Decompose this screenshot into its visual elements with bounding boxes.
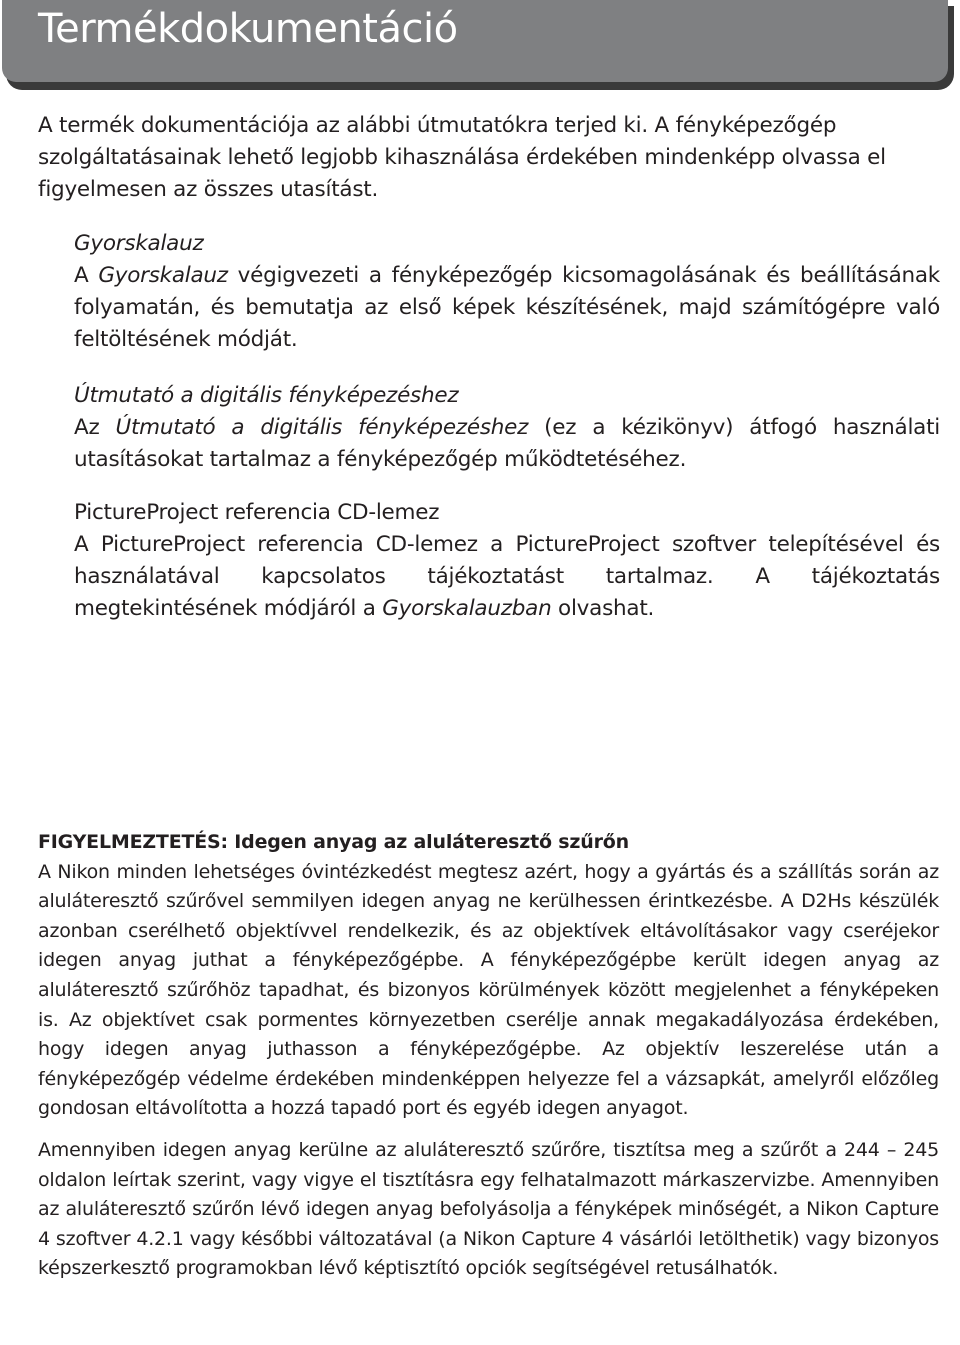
section-title: Útmutató a digitális fényképezéshez: [74, 383, 459, 408]
body-emphasis: Gyorskalauz: [98, 263, 228, 288]
intro-paragraph: A termék dokumentációja az alábbi útmutatókra terjed ki. A fényképezőgép szolgáltatásainak lehető legjobb kihasználása érdekében mindenképp olvassa el figyelmesen az összes utasítást.: [38, 113, 886, 202]
body-text: végigvezeti a fényképezőgép kicsomagolásának és beállításának folyamatán, és bemutatja az első képek készítésének, majd számítógépre való feltöltésének módját.: [74, 263, 941, 352]
body-text: A PictureProject referencia CD-lemez a PictureProject szoftver telepítésével és használatával kapcsolatos tájékoztatást tartalmaz. A tájékoztatás megtekintésének módjáról a: [74, 532, 940, 621]
section-quick-guide: [74, 228, 940, 356]
section-title: PictureProject referencia CD-lemez: [74, 500, 440, 525]
body-text: Az: [74, 415, 116, 440]
page-header: [2, 0, 948, 82]
warning-paragraph: A Nikon minden lehetséges óvintézkedést megtesz azért, hogy a gyártás és a szállítás során az aluláteresztő szűrővel semmilyen idegen anyag ne kerülhessen érintkezésbe. A D2Hs készülék azonban cserélhető objektívvel rendelkezik, és az objektívek eltávolításakor vagy cseréjekor idegen anyag juthat a fényképezőgépbe. A fényképezőgépbe került idegen anyag az aluláteresztő szűrőhöz tapadhat, és bizonyos körülmények között megjelenhet a fényképeken is. Az objektívet csak pormentes környezetben cserélje annak megakadályozása érdekében, hogy idegen anyag juthasson a fényképezőgépbe. Az objektív leszerelése után a fényképezőgép védelme érdekében mindenképpen helyezze fel a vázsapkát, amelyről előzőleg gondosan eltávolította a hozzá tapadó port és egyéb idegen anyagot.: [38, 860, 939, 1120]
body-emphasis: Gyorskalauzban: [382, 596, 552, 621]
body-emphasis: Útmutató a digitális fényképezéshez: [115, 415, 529, 440]
warning-title: FIGYELMEZTETÉS: Idegen anyag az aluláteresztő szűrőn: [38, 831, 629, 853]
page-title: Termékdokumentáció: [38, 6, 458, 52]
body-text: A: [74, 263, 99, 288]
section-title: Gyorskalauz: [74, 231, 204, 256]
section-body: [74, 529, 940, 625]
section-pictureproject-cd: [74, 497, 940, 625]
section-body: [74, 412, 940, 476]
section-body: [74, 260, 940, 356]
warning-paragraph: Amennyiben idegen anyag kerülne az aluláteresztő szűrőre, tisztítsa meg a szűrőt a 244 – 245 oldalon leírtak szerint, vagy vigye el tisztításra egy felhatalmazott márkaszervizbe. Amennyiben az aluláteresztő szűrőn lévő idegen anyag befolyásolja a fényképek minőségét, a Nikon Capture 4 szoftver 4.2.1 vagy későbbi változatával (a Nikon Capture 4 vásárlói letölthetik) vagy bizonyos képszerkesztő programokban lévő képtisztító opciók segítségével retusálhatók.: [38, 1138, 939, 1280]
section-digital-photography-guide: [74, 380, 940, 476]
body-text: olvashat.: [551, 596, 655, 621]
warning-box: [38, 828, 939, 1284]
body-text: (ez a kézikönyv) átfogó használati utasításokat tartalmaz a fényképezőgép működtetéséhez.: [74, 415, 941, 472]
